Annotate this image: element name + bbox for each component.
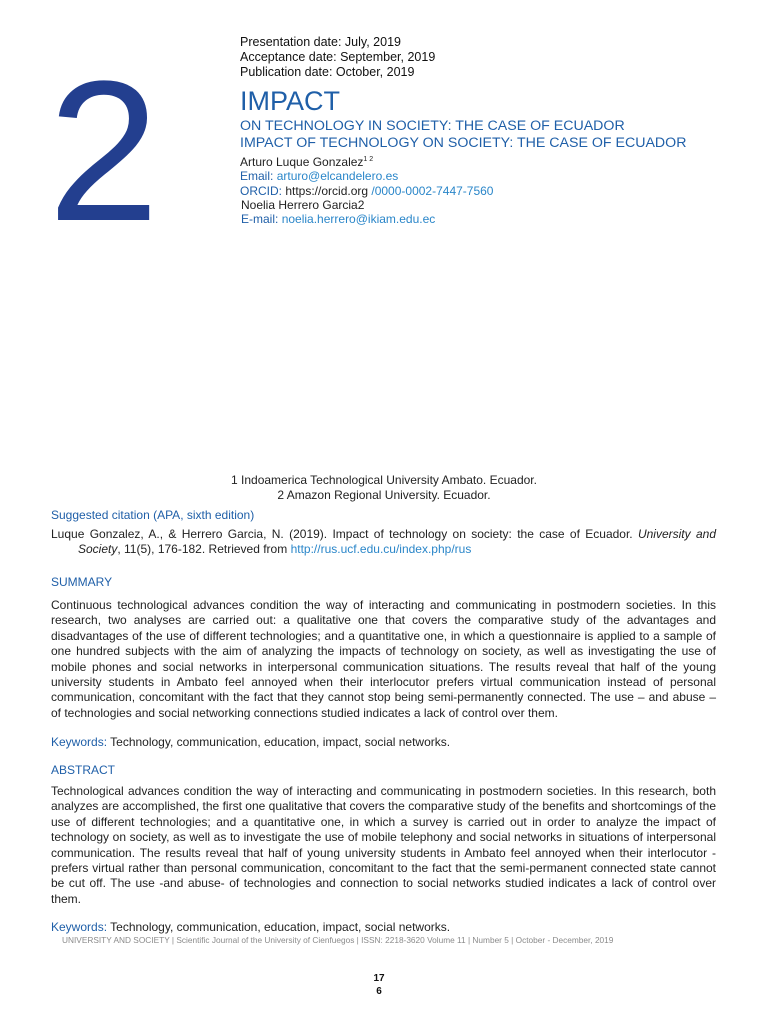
abstract-text: Technological advances condition the way of interacting and communicating in postmodern societies. In this research, both analyzes are accomplished, the first one qualitative that covers the comparative study of the benefits and shortcomings of the use of different technologies; and a quantitative one, in which a survey is carried out in order to analyze the impact of technology on society, as well as to investigate the use of mobile telephony and social networks in situations of interpersonal communication. The results reveal that half of young university students in Ambato feel annoyed when their interlocutor - prefers virtual rather than personal communication, concomitant to the fact that the semi-permanent connected state cannot be cut off. The use -and abuse- of technologies and connection to social networks studied indicates a lack of control over them. <box>51 784 716 906</box>
author-1-email-line <box>240 169 493 183</box>
summary-text: Continuous technological advances condition the way of interacting and communicating in postmodern societies. In this research, two analyses are carried out: a qualitative one that covers the comparative study of the advantages and disadvantages of the use of different technologies; and a quantitative one, in which a questionnaire is applied to a sample of one hundred subjects with the aim of analyzing the impacts of technology on society, as well as investigating the use of mobile phones and social networks in interpersonal communication situations. The results reveal that half of the young university students in Ambato feel annoyed when their interlocutor prefers virtual communication instead of personal communication, concomitant with the fact that they cannot stop being semi-permanently connected. The use – and abuse – of technologies and social networking connections studied indicates a lack of control over them. <box>51 598 716 720</box>
author-1 <box>240 155 493 169</box>
author-2-email-line <box>240 212 493 226</box>
abstract-keywords <box>51 920 450 935</box>
summary-keywords <box>51 735 450 750</box>
author-1-superscript: 1 2 <box>363 156 374 163</box>
affiliations <box>0 473 768 502</box>
authors-block <box>240 155 493 226</box>
author-1-name: Arturo Luque Gonzalez <box>240 155 364 169</box>
affiliation-1: 1 Indoamerica Technological University Ambato. Ecuador. <box>231 473 537 487</box>
author-2: Noelia Herrero Garcia2 <box>241 197 365 212</box>
article-subtitles <box>240 118 686 151</box>
citation-text-before: Luque Gonzalez, A., & Herrero Garcia, N. (2019). Impact of technology on society: the case of Ecuador. <box>51 527 638 541</box>
citation-url-link[interactable]: http://rus.ucf.edu.cu/index.php/rus <box>290 542 472 556</box>
citation-text-after: , 11(5), 176-182. Retrieved from <box>117 542 291 556</box>
subtitle-line-1: ON TECHNOLOGY IN SOCIETY: THE CASE OF ECUADOR <box>240 118 625 134</box>
email-label: Email: <box>240 169 274 184</box>
summary-heading: SUMMARY <box>51 575 113 589</box>
page-number-line-1: 17 <box>373 973 385 984</box>
citation-text <box>51 527 716 557</box>
email-2-label: E-mail: <box>241 212 279 227</box>
citation-journal: University and Society <box>78 527 716 556</box>
orcid-id-link[interactable]: /0000-0002-7447-7560 <box>371 183 494 198</box>
subtitle-line-2: IMPACT OF TECHNOLOGY ON SOCIETY: THE CASE OF ECUADOR <box>240 134 687 151</box>
page-number <box>0 972 758 998</box>
journal-footer: UNIVERSITY AND SOCIETY | Scientific Journal of the University of Cienfuegos | ISSN: 2218-3620 Volume 11 | Number 5 | October - December, 2019 <box>62 935 614 945</box>
abstract-heading: ABSTRACT <box>51 763 116 777</box>
abstract-keywords-label: Keywords: <box>51 920 108 934</box>
article-title: IMPACT <box>240 86 340 116</box>
affiliation-2: 2 Amazon Regional University. Ecuador. <box>277 487 491 502</box>
author-2-email-link[interactable]: noelia.herrero@ikiam.edu.ec <box>281 212 436 227</box>
presentation-date: Presentation date: July, 2019 <box>240 35 401 49</box>
summary-keywords-label: Keywords: <box>51 735 108 749</box>
chapter-number: 2 <box>48 40 160 263</box>
page-number-line-2: 6 <box>376 986 382 997</box>
dates-block <box>240 35 435 80</box>
publication-date: Publication date: October, 2019 <box>240 65 415 79</box>
orcid-line <box>240 184 493 198</box>
summary-keywords-list: Technology, communication, education, impact, social networks. <box>107 735 451 749</box>
citation-heading: Suggested citation (APA, sixth edition) <box>51 508 255 522</box>
abstract-keywords-list: Technology, communication, education, impact, social networks. <box>107 920 451 934</box>
orcid-label: ORCID: <box>240 183 282 198</box>
author-1-email-link[interactable]: arturo@elcandelero.es <box>276 169 399 184</box>
acceptance-date: Acceptance date: September, 2019 <box>240 50 436 64</box>
orcid-base-url: https://orcid.org <box>282 183 372 198</box>
